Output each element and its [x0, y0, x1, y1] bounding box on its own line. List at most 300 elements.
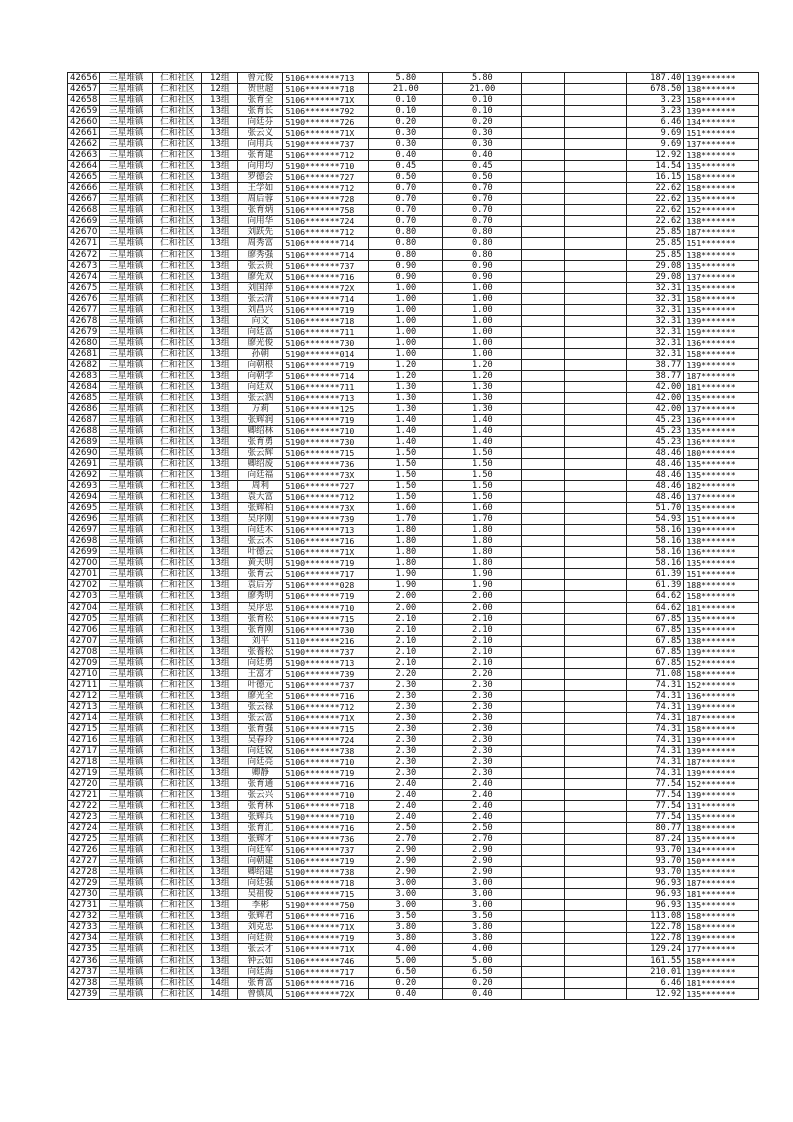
- cell-name: 卿绍废: [238, 459, 283, 470]
- cell-blank-b: [565, 503, 627, 514]
- cell-amount: 45.23: [627, 437, 684, 448]
- cell-group: 13组: [202, 403, 238, 414]
- cell-group: 13组: [202, 492, 238, 503]
- cell-blank-a: [522, 414, 565, 425]
- cell-row-index: 42690: [68, 448, 100, 459]
- cell-row-index: 42720: [68, 779, 100, 790]
- cell-town: 三星堆镇: [100, 492, 153, 503]
- cell-phone: 181*******: [684, 381, 759, 392]
- cell-blank-b: [565, 834, 627, 845]
- cell-town: 三星堆镇: [100, 326, 153, 337]
- cell-amount: 74.31: [627, 734, 684, 745]
- cell-community: 仁和社区: [153, 988, 202, 999]
- cell-amount: 61.39: [627, 580, 684, 591]
- cell-row-index: 42739: [68, 988, 100, 999]
- table-row: [68, 911, 759, 922]
- cell-town: 三星堆镇: [100, 260, 153, 271]
- cell-amount: 678.50: [627, 84, 684, 95]
- cell-town: 三星堆镇: [100, 547, 153, 558]
- cell-blank-a: [522, 878, 565, 889]
- cell-town: 三星堆镇: [100, 955, 153, 966]
- cell-town: 三星堆镇: [100, 591, 153, 602]
- cell-community: 仁和社区: [153, 911, 202, 922]
- cell-blank-b: [565, 823, 627, 834]
- cell-community: 仁和社区: [153, 414, 202, 425]
- cell-row-index: 42710: [68, 668, 100, 679]
- cell-community: 仁和社区: [153, 492, 202, 503]
- cell-blank-b: [565, 492, 627, 503]
- cell-blank-b: [565, 459, 627, 470]
- cell-community: 仁和社区: [153, 878, 202, 889]
- cell-town: 三星堆镇: [100, 712, 153, 723]
- cell-id-number: 5190*******710: [283, 812, 369, 823]
- cell-name: 向朝根: [238, 359, 283, 370]
- cell-amount: 80.77: [627, 823, 684, 834]
- cell-id-number: 5190*******739: [283, 514, 369, 525]
- cell-phone: 135*******: [684, 161, 759, 172]
- cell-amount: 48.46: [627, 470, 684, 481]
- cell-town: 三星堆镇: [100, 73, 153, 84]
- table-row: [68, 448, 759, 459]
- table-row: [68, 723, 759, 734]
- cell-row-index: 42668: [68, 205, 100, 216]
- cell-area: 3.50: [369, 911, 443, 922]
- cell-blank-a: [522, 867, 565, 878]
- cell-row-index: 42730: [68, 889, 100, 900]
- cell-group: 13组: [202, 635, 238, 646]
- cell-blank-b: [565, 426, 627, 437]
- cell-community: 仁和社区: [153, 812, 202, 823]
- cell-amount: 96.93: [627, 889, 684, 900]
- cell-id-number: 5106*******715: [283, 723, 369, 734]
- cell-group: 13组: [202, 150, 238, 161]
- cell-community: 仁和社区: [153, 271, 202, 282]
- cell-area: 5.00: [369, 955, 443, 966]
- cell-id-number: 5106*******714: [283, 238, 369, 249]
- table-row: [68, 745, 759, 756]
- cell-id-number: 5106*******730: [283, 337, 369, 348]
- cell-blank-b: [565, 591, 627, 602]
- cell-area-confirmed: 2.90: [443, 867, 522, 878]
- cell-area: 0.90: [369, 260, 443, 271]
- cell-blank-b: [565, 933, 627, 944]
- cell-town: 三星堆镇: [100, 944, 153, 955]
- cell-phone: 134*******: [684, 117, 759, 128]
- cell-group: 13组: [202, 216, 238, 227]
- table-row: [68, 271, 759, 282]
- cell-phone: 138*******: [684, 823, 759, 834]
- cell-row-index: 42681: [68, 348, 100, 359]
- cell-name: 张育林: [238, 801, 283, 812]
- cell-area: 6.50: [369, 966, 443, 977]
- cell-row-index: 42738: [68, 977, 100, 988]
- cell-id-number: 5190*******737: [283, 139, 369, 150]
- table-row: [68, 635, 759, 646]
- cell-id-number: 5106*******711: [283, 326, 369, 337]
- cell-id-number: 5106*******71X: [283, 128, 369, 139]
- cell-community: 仁和社区: [153, 392, 202, 403]
- cell-name: 向廷芬: [238, 117, 283, 128]
- cell-amount: 38.77: [627, 359, 684, 370]
- cell-group: 13组: [202, 128, 238, 139]
- cell-blank-b: [565, 337, 627, 348]
- cell-phone: 135*******: [684, 812, 759, 823]
- cell-phone: 152*******: [684, 205, 759, 216]
- cell-community: 仁和社区: [153, 348, 202, 359]
- cell-community: 仁和社区: [153, 503, 202, 514]
- cell-group: 12组: [202, 73, 238, 84]
- cell-group: 13组: [202, 183, 238, 194]
- table-row: [68, 690, 759, 701]
- cell-town: 三星堆镇: [100, 249, 153, 260]
- cell-phone: 177*******: [684, 944, 759, 955]
- cell-area: 3.00: [369, 878, 443, 889]
- cell-area: 0.30: [369, 128, 443, 139]
- cell-blank-a: [522, 955, 565, 966]
- table-row: [68, 845, 759, 856]
- cell-amount: 9.69: [627, 139, 684, 150]
- table-row: [68, 403, 759, 414]
- cell-blank-a: [522, 944, 565, 955]
- cell-area: 1.80: [369, 547, 443, 558]
- data-table: [67, 72, 759, 1000]
- table-row: [68, 172, 759, 183]
- cell-blank-a: [522, 481, 565, 492]
- cell-amount: 6.46: [627, 117, 684, 128]
- cell-community: 仁和社区: [153, 95, 202, 106]
- cell-blank-b: [565, 767, 627, 778]
- cell-town: 三星堆镇: [100, 966, 153, 977]
- cell-id-number: 5106*******72X: [283, 282, 369, 293]
- cell-area: 0.80: [369, 249, 443, 260]
- cell-row-index: 42659: [68, 106, 100, 117]
- cell-community: 仁和社区: [153, 470, 202, 481]
- cell-phone: 135*******: [684, 260, 759, 271]
- cell-group: 13组: [202, 370, 238, 381]
- cell-amount: 129.24: [627, 944, 684, 955]
- cell-amount: 25.85: [627, 227, 684, 238]
- cell-row-index: 42711: [68, 679, 100, 690]
- cell-id-number: 5106*******710: [283, 756, 369, 767]
- cell-area: 3.00: [369, 889, 443, 900]
- cell-id-number: 5106*******710: [283, 790, 369, 801]
- cell-row-index: 42709: [68, 657, 100, 668]
- cell-blank-b: [565, 525, 627, 536]
- cell-town: 三星堆镇: [100, 745, 153, 756]
- cell-name: 廖秀强: [238, 249, 283, 260]
- cell-town: 三星堆镇: [100, 128, 153, 139]
- cell-area-confirmed: 2.50: [443, 823, 522, 834]
- cell-phone: 138*******: [684, 150, 759, 161]
- cell-town: 三星堆镇: [100, 878, 153, 889]
- cell-row-index: 42682: [68, 359, 100, 370]
- cell-row-index: 42664: [68, 161, 100, 172]
- cell-area-confirmed: 2.10: [443, 613, 522, 624]
- cell-community: 仁和社区: [153, 403, 202, 414]
- cell-community: 仁和社区: [153, 260, 202, 271]
- table-row: [68, 679, 759, 690]
- cell-area: 2.40: [369, 779, 443, 790]
- cell-area: 1.50: [369, 492, 443, 503]
- cell-town: 三星堆镇: [100, 392, 153, 403]
- cell-amount: 77.54: [627, 801, 684, 812]
- cell-phone: 139*******: [684, 790, 759, 801]
- cell-group: 13组: [202, 172, 238, 183]
- cell-area-confirmed: 2.10: [443, 624, 522, 635]
- cell-phone: 135*******: [684, 426, 759, 437]
- cell-amount: 3.23: [627, 106, 684, 117]
- cell-blank-a: [522, 845, 565, 856]
- cell-amount: 210.01: [627, 966, 684, 977]
- cell-group: 13组: [202, 238, 238, 249]
- table-row: [68, 315, 759, 326]
- cell-community: 仁和社区: [153, 734, 202, 745]
- cell-id-number: 5106*******714: [283, 370, 369, 381]
- cell-name: 廖先双: [238, 271, 283, 282]
- cell-row-index: 42661: [68, 128, 100, 139]
- cell-phone: 137*******: [684, 271, 759, 282]
- cell-blank-a: [522, 381, 565, 392]
- cell-group: 13组: [202, 889, 238, 900]
- table-row: [68, 216, 759, 227]
- cell-town: 三星堆镇: [100, 624, 153, 635]
- cell-area: 1.00: [369, 326, 443, 337]
- cell-area-confirmed: 1.00: [443, 337, 522, 348]
- cell-blank-a: [522, 282, 565, 293]
- cell-area: 0.10: [369, 106, 443, 117]
- cell-name: 张云禄: [238, 701, 283, 712]
- cell-blank-b: [565, 547, 627, 558]
- cell-amount: 22.62: [627, 183, 684, 194]
- cell-community: 仁和社区: [153, 172, 202, 183]
- cell-area: 2.30: [369, 734, 443, 745]
- cell-amount: 113.08: [627, 911, 684, 922]
- cell-phone: 135*******: [684, 900, 759, 911]
- cell-area-confirmed: 0.50: [443, 172, 522, 183]
- cell-group: 13组: [202, 525, 238, 536]
- cell-id-number: 5106*******715: [283, 613, 369, 624]
- table-body: [68, 73, 759, 1000]
- cell-area: 2.30: [369, 679, 443, 690]
- cell-name: 张辉润: [238, 414, 283, 425]
- cell-blank-b: [565, 779, 627, 790]
- cell-blank-b: [565, 128, 627, 139]
- cell-blank-a: [522, 139, 565, 150]
- cell-blank-b: [565, 690, 627, 701]
- cell-area-confirmed: 1.90: [443, 580, 522, 591]
- cell-community: 仁和社区: [153, 381, 202, 392]
- cell-community: 仁和社区: [153, 106, 202, 117]
- cell-area: 1.80: [369, 536, 443, 547]
- cell-area-confirmed: 2.30: [443, 756, 522, 767]
- cell-amount: 67.85: [627, 635, 684, 646]
- cell-group: 13组: [202, 812, 238, 823]
- cell-blank-a: [522, 227, 565, 238]
- cell-blank-a: [522, 260, 565, 271]
- cell-blank-b: [565, 657, 627, 668]
- cell-phone: 135*******: [684, 503, 759, 514]
- cell-amount: 58.16: [627, 558, 684, 569]
- cell-group: 13组: [202, 933, 238, 944]
- cell-town: 三星堆镇: [100, 437, 153, 448]
- cell-area-confirmed: 21.00: [443, 84, 522, 95]
- cell-town: 三星堆镇: [100, 271, 153, 282]
- cell-area: 1.30: [369, 392, 443, 403]
- table-row: [68, 878, 759, 889]
- cell-id-number: 5106*******715: [283, 448, 369, 459]
- cell-blank-a: [522, 403, 565, 414]
- cell-blank-a: [522, 150, 565, 161]
- cell-area-confirmed: 1.60: [443, 503, 522, 514]
- table-row: [68, 326, 759, 337]
- cell-row-index: 42671: [68, 238, 100, 249]
- cell-area-confirmed: 1.50: [443, 448, 522, 459]
- cell-amount: 87.24: [627, 834, 684, 845]
- cell-town: 三星堆镇: [100, 801, 153, 812]
- cell-name: 向廷福: [238, 470, 283, 481]
- cell-blank-a: [522, 900, 565, 911]
- cell-name: 叶德云: [238, 547, 283, 558]
- cell-community: 仁和社区: [153, 216, 202, 227]
- cell-blank-a: [522, 547, 565, 558]
- cell-area: 1.50: [369, 481, 443, 492]
- cell-group: 13组: [202, 602, 238, 613]
- cell-area: 2.50: [369, 823, 443, 834]
- cell-blank-b: [565, 679, 627, 690]
- cell-area-confirmed: 2.30: [443, 679, 522, 690]
- cell-area: 0.70: [369, 183, 443, 194]
- cell-area-confirmed: 1.50: [443, 470, 522, 481]
- cell-id-number: 5106*******716: [283, 977, 369, 988]
- cell-id-number: 5190*******750: [283, 900, 369, 911]
- cell-area: 1.90: [369, 580, 443, 591]
- cell-amount: 74.31: [627, 756, 684, 767]
- cell-phone: 135*******: [684, 624, 759, 635]
- cell-town: 三星堆镇: [100, 525, 153, 536]
- cell-area: 2.90: [369, 867, 443, 878]
- table-row: [68, 657, 759, 668]
- cell-area: 1.20: [369, 359, 443, 370]
- cell-blank-a: [522, 966, 565, 977]
- cell-area-confirmed: 2.40: [443, 779, 522, 790]
- cell-community: 仁和社区: [153, 723, 202, 734]
- cell-row-index: 42718: [68, 756, 100, 767]
- cell-community: 仁和社区: [153, 602, 202, 613]
- cell-town: 三星堆镇: [100, 690, 153, 701]
- cell-phone: 135*******: [684, 470, 759, 481]
- cell-id-number: 5190*******713: [283, 657, 369, 668]
- table-row: [68, 944, 759, 955]
- cell-blank-b: [565, 326, 627, 337]
- cell-row-index: 42657: [68, 84, 100, 95]
- cell-id-number: 5106*******716: [283, 823, 369, 834]
- cell-name: 张養松: [238, 646, 283, 657]
- cell-group: 13组: [202, 966, 238, 977]
- cell-phone: 139*******: [684, 767, 759, 778]
- cell-name: 吴祖俊: [238, 889, 283, 900]
- cell-town: 三星堆镇: [100, 911, 153, 922]
- cell-area: 2.30: [369, 745, 443, 756]
- cell-row-index: 42721: [68, 790, 100, 801]
- cell-blank-a: [522, 834, 565, 845]
- cell-row-index: 42693: [68, 481, 100, 492]
- cell-community: 仁和社区: [153, 933, 202, 944]
- cell-town: 三星堆镇: [100, 767, 153, 778]
- cell-id-number: 5106*******718: [283, 315, 369, 326]
- cell-blank-a: [522, 205, 565, 216]
- cell-phone: 151*******: [684, 569, 759, 580]
- cell-community: 仁和社区: [153, 613, 202, 624]
- cell-group: 13组: [202, 536, 238, 547]
- cell-community: 仁和社区: [153, 790, 202, 801]
- table-row: [68, 525, 759, 536]
- cell-area: 2.00: [369, 602, 443, 613]
- cell-area: 1.80: [369, 558, 443, 569]
- cell-blank-b: [565, 470, 627, 481]
- table-row: [68, 580, 759, 591]
- cell-area: 2.40: [369, 812, 443, 823]
- cell-row-index: 42698: [68, 536, 100, 547]
- cell-id-number: 5106*******730: [283, 624, 369, 635]
- cell-blank-b: [565, 580, 627, 591]
- cell-area: 2.10: [369, 646, 443, 657]
- cell-group: 13组: [202, 591, 238, 602]
- cell-name: 袁后芳: [238, 580, 283, 591]
- cell-blank-a: [522, 492, 565, 503]
- table-row: [68, 977, 759, 988]
- cell-name: 卿静: [238, 767, 283, 778]
- cell-amount: 42.00: [627, 381, 684, 392]
- cell-row-index: 42697: [68, 525, 100, 536]
- cell-area-confirmed: 1.80: [443, 525, 522, 536]
- cell-name: 叶德元: [238, 679, 283, 690]
- cell-town: 三星堆镇: [100, 95, 153, 106]
- cell-blank-b: [565, 955, 627, 966]
- cell-area-confirmed: 0.40: [443, 988, 522, 999]
- cell-town: 三星堆镇: [100, 481, 153, 492]
- cell-blank-b: [565, 569, 627, 580]
- cell-phone: 150*******: [684, 856, 759, 867]
- cell-amount: 22.62: [627, 216, 684, 227]
- cell-phone: 137*******: [684, 139, 759, 150]
- cell-phone: 158*******: [684, 348, 759, 359]
- cell-blank-a: [522, 657, 565, 668]
- cell-amount: 67.85: [627, 613, 684, 624]
- cell-town: 三星堆镇: [100, 756, 153, 767]
- table-row: [68, 812, 759, 823]
- cell-blank-b: [565, 624, 627, 635]
- cell-amount: 22.62: [627, 194, 684, 205]
- cell-phone: 135*******: [684, 392, 759, 403]
- cell-name: 万莉: [238, 403, 283, 414]
- cell-amount: 54.93: [627, 514, 684, 525]
- cell-id-number: 5190*******719: [283, 558, 369, 569]
- cell-group: 13组: [202, 767, 238, 778]
- cell-group: 12组: [202, 84, 238, 95]
- cell-area: 1.00: [369, 282, 443, 293]
- cell-area-confirmed: 1.80: [443, 558, 522, 569]
- cell-id-number: 5106*******724: [283, 216, 369, 227]
- table-row: [68, 492, 759, 503]
- cell-group: 13组: [202, 856, 238, 867]
- table-row: [68, 205, 759, 216]
- cell-area: 0.90: [369, 271, 443, 282]
- cell-group: 13组: [202, 194, 238, 205]
- cell-town: 三星堆镇: [100, 933, 153, 944]
- cell-area-confirmed: 3.50: [443, 911, 522, 922]
- cell-row-index: 42673: [68, 260, 100, 271]
- cell-row-index: 42691: [68, 459, 100, 470]
